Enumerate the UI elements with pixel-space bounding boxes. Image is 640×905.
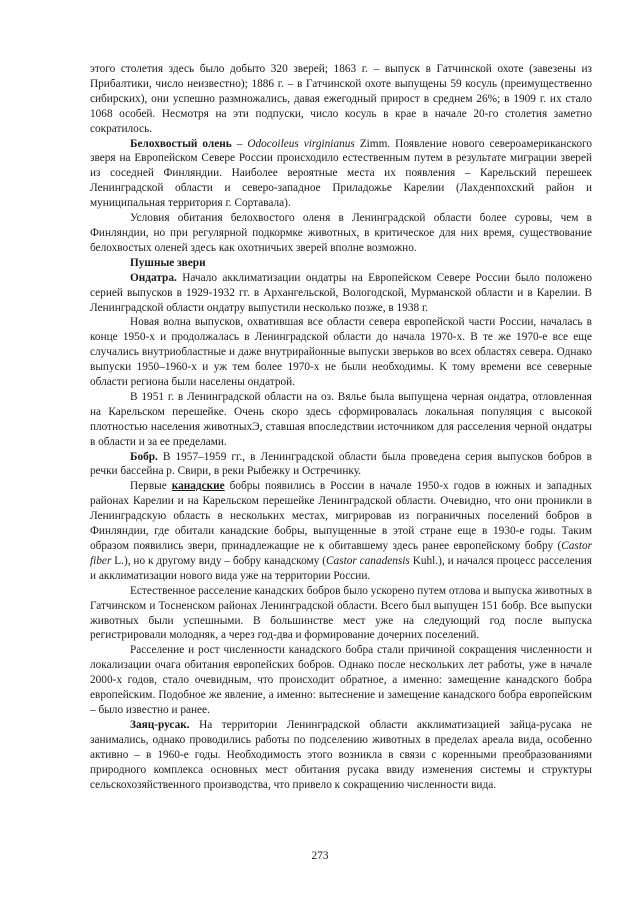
page-number: 273 [311,850,329,862]
paragraph-text: L.), но к другому виду – бобру канадскому ( [111,554,326,567]
paragraph-text: бобры появились в России в начале 1950-х годов в южных и западных районах Карелии и на Карельском перешейке Ленинградской области. Очевидно, что они проникли в Ленинградскую область в нескольких местах, мигрировав из пограничных поселений бобров в Финляндии, где обитали канадские бобры, выпущенные в этой стране еще в 1930-е годы. Таким образом появились звери, принадлежащие не к обитавшему здесь ранее европейскому бобру ( [90,480,592,552]
dash: – [231,137,248,150]
body-text [90,62,592,792]
paragraph-beaver-spread: Естественное расселение канадских бобров было ускорено путем отлова и выпуска животных в Гатчинском и Тосненском районах Ленинградской области. Всего был выпущен 151 бобр. Все выпуски животных были успешными. В большинстве мест уже на следующий год после выпуска регистрировали молодняк, а через год-два и формирование дочерних поселений. [90,584,592,642]
species-term: Ондатра. [130,271,177,284]
paragraph-text: Начало акклиматизации ондатры на Европейском Севере России было положено серией выпусков в 1929-1932 гг. в Архангельской, Вологодской, Мурманской области и в Карелии. В Ленинградской области ондатру выпустили несколько позже, в 1938 г. [90,271,592,314]
underlined-term: канадские [171,480,225,493]
paragraph-text: Первые [130,480,172,493]
section-heading: Пушные звери [130,256,206,269]
paragraph-text: Zimm. Появление нового североамериканского зверя на Европейском Севере России происходило естественным путем в результате миграции зверей из соседней Финляндии. Наиболее вероятные места их появления – Карельский перешеек Ленинградской области и северо-западное Приладожье Карелии (Лахденпохский район и муниципальная территория г. Сортавала). [90,137,593,210]
paragraph-text: В 1957–1959 гг., в Ленинградской области была проведена серия выпусков бобров в речки бассейна р. Свири, в реки Рыбежку и Остречинку. [90,450,592,478]
species-term: Бобр. [130,450,158,463]
paragraph-hare [90,718,592,793]
paragraph-white-tailed-deer [90,137,592,212]
paragraph-roe-deer: этого столетия здесь было добыто 320 зверей; 1863 г. – выпуск в Гатчинской охоте (завезены из Прибалтики, число неизвестно); 1886 г. – в Гатчинской охоте выпущены 59 косуль (преимущественно сибирских), они успешно размножались, давая ежегодный прирост в среднем 26%; в 1909 г. их стало 1068 особей. Несмотря на эти подпуски, число косуль в крае в начале 20-го столетия заметно сократилось. [90,63,592,135]
paragraph-text: Kuhl.), и начался процесс расселения и акклиматизации нового вида уже на территории России. [90,554,592,582]
latin-name: Castor canadensis [325,554,410,567]
latin-name: Castor fiber [90,540,592,567]
paragraph-muskrat-wave: Новая волна выпусков, охватившая все области севера европейской части России, началась в конце 1950-х и продолжалась в Ленинградской области до начала 1970-х. В те же 1970-е все еще случались внутриобластные и даже внутрирайонные выпуски зверьков во всех областях севера. Однако выпуски 1950–1960-х и уж тем более 1970-х не были необходимы. К тому времени все северные области региона были населены ондатрой. [90,316,592,389]
species-term: Белохвостый олень [130,137,232,150]
paragraph-deer-conditions: Условия обитания белохвостого оленя в Ленинградской области более суровы, чем в Финляндии, но при регулярной подкормке животных, в критическое для них время, существование белохвостых оленей здесь как охотничьих зверей вполне возможно. [90,212,592,254]
paragraph-beaver-replacement: Расселение и рост численности канадского бобра стали причиной сокращения численности и локализации очага обитания европейских бобров. Однако после нескольких лет работы, уже в начале 2000-х годов, стало очевидным, что происходит обратное, а именно: замещение канадского бобра европейским. Подобное же явление, а именно: вытеснение и замещение канадского бобра европейским – было известно и ранее. [90,644,592,716]
paragraph-black-muskrat: В 1951 г. в Ленинградской области на оз. Вялье была выпущена черная ондатра, отловленная на Карельском перешейке. Очень скоро здесь сформировалась локальная популяция с высокой плотностью населения животныхЭ, ставшая впоследствии источником для расселения черной ондатры в области и за ее пределами. [90,390,592,448]
paragraph-canadian-beaver [90,479,592,583]
paragraph-text: На территории Ленинградской области акклиматизацией зайца-русака не занимались, однако проводились работы по подселению животных в пределах ареала вида, особенно активно – в 1960-е годы. Необходимость этого возникла в связи с коренными преобразованиями природного комплекса основных мест обитания русака ввиду изменения системы и структуры сельскохозяйственного производства, что привело к сокращению численности вида. [90,718,592,791]
paragraph-beaver [90,450,592,480]
paragraph-muskrat [90,271,592,316]
latin-name: Odocoileus virginianus [247,137,355,150]
species-term: Заяц-русак. [130,718,190,731]
